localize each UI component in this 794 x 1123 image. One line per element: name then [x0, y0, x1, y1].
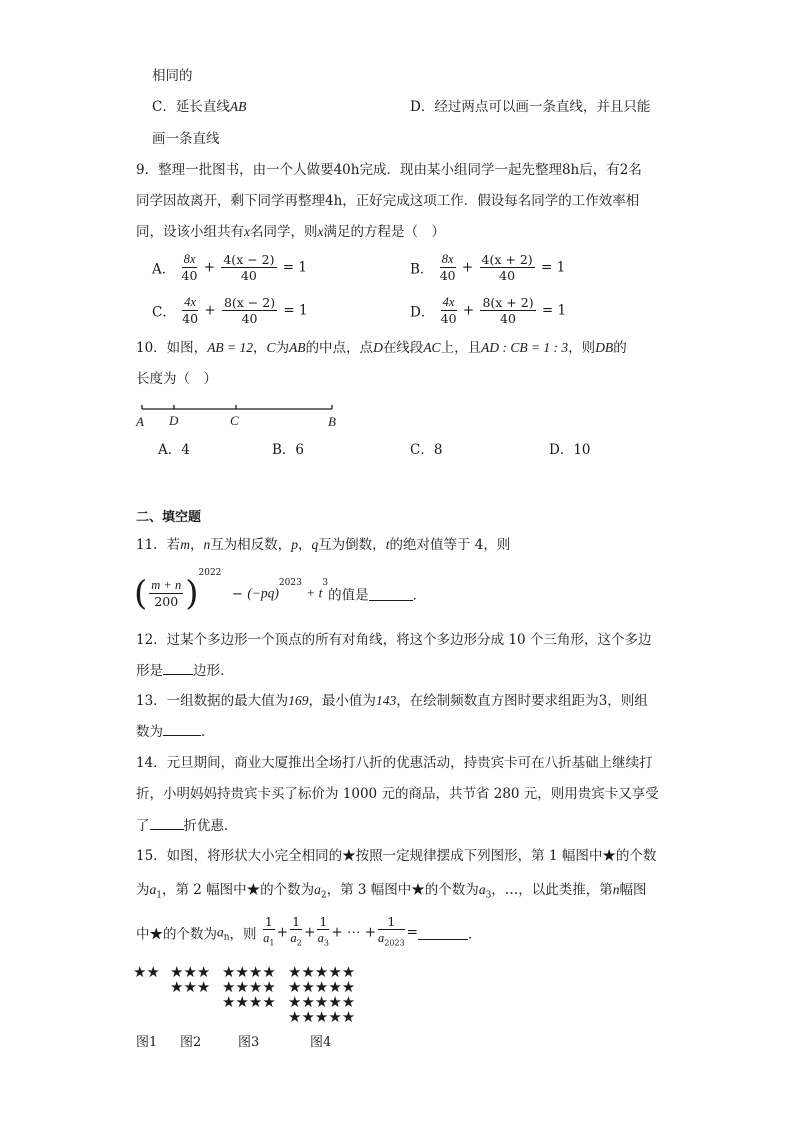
- figure-1-stars: [133, 965, 160, 980]
- fraction: $\frac{4(x - 2)}{40}$: [223, 252, 275, 283]
- fraction: $\frac{1}{a_1}$: [263, 914, 275, 948]
- figure-1-caption: 图1: [136, 1035, 158, 1050]
- figure-3-caption: 图3: [238, 1035, 260, 1050]
- q13-line1: 13．一组数据的最大值为169，最小值为143，在绘制频数直方图时要求组距为3，则组: [136, 693, 648, 709]
- star-row: ★★★★★: [288, 963, 356, 981]
- figure-3-stars: [222, 965, 276, 1010]
- fraction: $\frac{1}{a_3}$: [317, 914, 330, 948]
- star-row: ★★★★: [222, 978, 276, 996]
- fraction: $\frac{8x}{40}$: [439, 252, 456, 283]
- q9-option-d: D． $\frac{4x}{40}$ + $\frac{8(x + 2)}{40}$ = 1: [410, 295, 567, 326]
- q14-line2: 折，小明妈妈持贵宾卡买了标价为 1000 元的商品，共节省 280 元，则用贵宾卡又享受: [136, 786, 659, 802]
- q9-option-b: B． $\frac{8x}{40}$ + $\frac{4(x + 2)}{40}$ = 1: [410, 252, 566, 283]
- q12-line1: 12．过某个多边形一个顶点的所有对角线，将这个多边形分成 10 个三角形，这个多边: [136, 632, 652, 648]
- q9-option-a: A． $\frac{8x}{40}$ + $\frac{4(x - 2)}{40}$ = 1: [152, 252, 307, 283]
- answer-blank[interactable]: [163, 660, 193, 675]
- figure-4-caption: 图4: [310, 1035, 332, 1050]
- star-row: ★★★★: [222, 993, 276, 1011]
- point-label-d: D: [169, 413, 179, 428]
- figure-4-stars: [288, 965, 355, 1025]
- segment-diagram: [130, 400, 350, 432]
- q12-line2: 形是 边形．: [136, 660, 234, 681]
- q10-line2: 长度为（ ）: [136, 371, 217, 387]
- fraction: $\frac{8(x - 2)}{40}$: [223, 295, 276, 326]
- star-row: ★★★★★: [288, 978, 356, 996]
- q11-line1: 11．若m，n互为相反数，p，q互为倒数，t的绝对值等于 4，则: [136, 537, 511, 553]
- q14-line1: 14．元旦期间，商业大厦推出全场打八折的优惠活动，持贵宾卡可在八折基础上继续打: [136, 755, 653, 771]
- q8-option-d: D．经过两点可以画一条直线，并且只能: [410, 99, 651, 115]
- q15-line2: 为$a_1$，第 2 幅图中★的个数为$a_2$，第 3 幅图中★的个数为$a_3$，…，以此类推，第n幅图: [136, 882, 647, 901]
- fraction: $\frac{8x}{40}$: [181, 252, 198, 283]
- star-row: ★★★★★: [288, 1008, 356, 1026]
- q9-line1: 9．整理一批图书，由一个人做要40h完成．现由某小组同学一起先整理8h后，有2名: [136, 162, 642, 178]
- answer-blank[interactable]: [163, 721, 201, 736]
- fraction: $\frac{m + n}{200}$: [151, 578, 182, 609]
- q10-line1: 10．如图，AB = 12，C为AB的中点，点D在线段AC上，且AD : CB = 1 : 3，则DB的: [136, 340, 627, 356]
- fraction: $\frac{4x}{40}$: [182, 295, 199, 326]
- fraction: $\frac{1}{a_{2023}}$: [378, 914, 405, 948]
- star-row: ★★: [133, 963, 160, 981]
- star-row: ★★★★★: [288, 993, 356, 1011]
- point-label-c: C: [230, 413, 239, 428]
- q15-line3: 中★的个数为$a_n$，则 $\frac{1}{a_1}$ + $\frac{1}{a_2}$ + $\frac{1}{a_3}$ + ⋯ + $\frac{1}{a_{2023}}$ = ．: [136, 914, 481, 951]
- figure-2-caption: 图2: [180, 1035, 202, 1050]
- q11-expression: ( $\frac{m + n}{200}$ )$^{2022} - (-pq)^{2023} + t^3$的值是 ．: [134, 568, 427, 614]
- answer-blank[interactable]: [150, 815, 184, 830]
- q8-option-c: C．延长直线AB: [152, 99, 247, 115]
- point-label-b: B: [328, 414, 336, 429]
- star-row: ★★★: [170, 978, 211, 996]
- q8-continued-text: 相同的: [152, 68, 193, 84]
- q9-line3: 同，设该小组共有x名同学，则x满足的方程是（ ）: [136, 224, 445, 240]
- section-title: 二、填空题: [136, 510, 202, 525]
- fraction: $\frac{4x}{40}$: [440, 295, 457, 326]
- figure-2-stars: [170, 965, 210, 995]
- q13-line2: 数为 ．: [136, 721, 215, 742]
- fraction: $\frac{4(x + 2)}{40}$: [481, 252, 533, 283]
- answer-blank[interactable]: [418, 925, 468, 940]
- q15-line1: 15．如图，将形状大小完全相同的★按照一定规律摆成下列图形，第 1 幅图中★的个数: [136, 848, 657, 864]
- q10-option-a: A．4: [158, 442, 190, 458]
- q14-line3: 了 折优惠．: [136, 815, 238, 836]
- q8-option-d-cont: 画一条直线: [152, 131, 220, 147]
- q10-option-b: B．6: [272, 442, 305, 458]
- star-row: ★★★★: [222, 963, 276, 981]
- q10-option-c: C．8: [410, 442, 443, 458]
- q9-option-c: C． $\frac{4x}{40}$ + $\frac{8(x - 2)}{40}$ = 1: [152, 295, 308, 326]
- star-row: ★★★: [170, 963, 211, 981]
- q10-option-d: D．10: [549, 442, 591, 458]
- fraction: $\frac{8(x + 2)}{40}$: [482, 295, 534, 326]
- answer-blank[interactable]: [369, 586, 413, 601]
- q9-line2: 同学因故离开，剩下同学再整理4h，正好完成这项工作．假设每名同学的工作效率相: [136, 193, 640, 209]
- point-label-a: A: [136, 414, 144, 429]
- fraction: $\frac{1}{a_2}$: [290, 914, 302, 948]
